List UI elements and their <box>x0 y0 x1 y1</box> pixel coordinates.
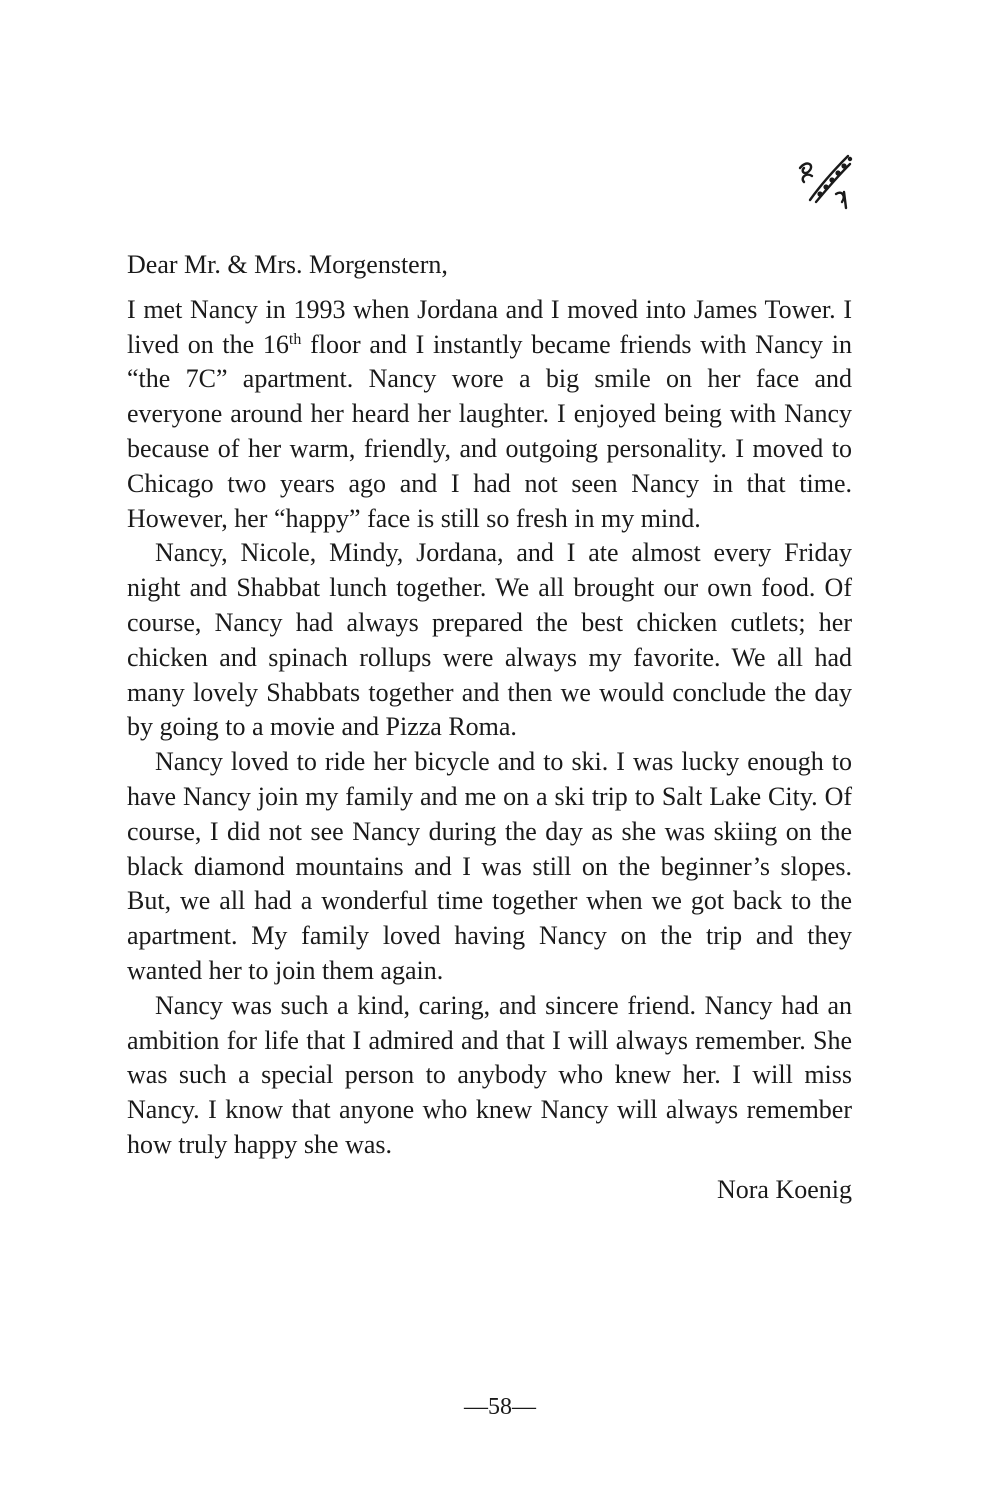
paragraph-1-text-start: I met Nancy in 1993 when Jordana and I moved into James Tower. I lived on the 16 <box>127 294 852 359</box>
paragraph-2: Nancy, Nicole, Mindy, Jordana, and I ate almost every Friday night and Shabbat lunch together. We all brought our own food. Of course, Nancy had always prepared the best chicken cutlets; her chicken and spinach rollups were always my favorite. We all had many lovely Shabbats together and then we would conclude the day by going to a movie and Pizza Roma. <box>127 538 852 742</box>
page-number: —58— <box>464 1394 536 1420</box>
paragraph-1-text-end: floor and I instantly became friends with Nancy in “the 7C” apartment. Nancy wore a big smile on her face and everyone around her heard her laughter. I enjoyed being with Nancy because of her warm, friendly, and outgoing personality. I moved to Chicago two years ago and I had not seen Nancy in that time. However, her “happy” face is still so fresh in my mind. <box>127 329 852 533</box>
ordinal-superscript: th <box>288 330 302 348</box>
signature: Nora Koenig <box>716 1174 852 1204</box>
paragraph-1 <box>127 293 852 537</box>
letter-body <box>127 248 852 1208</box>
salutation: Dear Mr. & Mrs. Morgenstern, <box>127 250 448 279</box>
floral-ornament-icon <box>796 150 856 210</box>
paragraph-4: Nancy was such a kind, caring, and sincere friend. Nancy had an ambition for life that I admired and that I will always remember. She was such a special person to anybody who knew her. I will miss Nancy. I know that anyone who knew Nancy will always remember how truly happy she was. <box>127 990 852 1159</box>
paragraph-3: Nancy loved to ride her bicycle and to ski. I was lucky enough to have Nancy join my family and me on a ski trip to Salt Lake City. Of course, I did not see Nancy during the day as she was skiing on the black diamond mountains and I was still on the beginner’s slopes. But, we all had a wonderful time together when we got back to the apartment. My family loved having Nancy on the trip and they wanted her to join them again. <box>127 747 852 985</box>
